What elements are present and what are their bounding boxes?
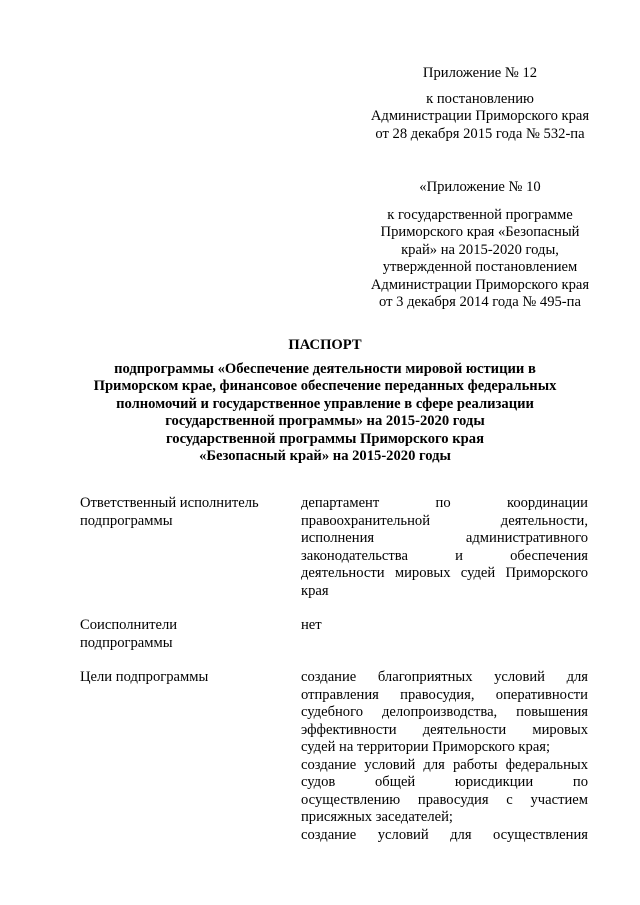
value-line: судов общей юрисдикции по bbox=[301, 774, 588, 790]
title-line: подпрограммы «Обеспечение деятельности мировой юстиции в bbox=[114, 360, 536, 377]
row-label bbox=[80, 495, 285, 530]
appendix-ref-line: к государственной программе bbox=[387, 206, 573, 223]
label-line: подпрограммы bbox=[80, 512, 173, 529]
appendix-ref-line: край» на 2015-2020 годы, bbox=[401, 241, 559, 258]
value-line: нет bbox=[301, 617, 322, 633]
title-line: «Безопасный край» на 2015-2020 годы bbox=[199, 448, 451, 464]
row-value bbox=[301, 495, 588, 600]
appendix-number: Приложение № 12 bbox=[422, 65, 538, 81]
label-line: Соисполнители bbox=[80, 617, 178, 633]
program-appendix-header bbox=[340, 179, 620, 312]
value-line: осуществлению правосудия с участием bbox=[301, 791, 588, 808]
value-line: деятельности мировых судей Приморского bbox=[301, 565, 588, 581]
value-line: отправления правосудия, оперативности bbox=[301, 686, 588, 703]
label-line: Ответственный исполнитель bbox=[80, 495, 259, 511]
value-line: присяжных заседателей; bbox=[301, 809, 453, 825]
value-line: края bbox=[301, 582, 329, 599]
appendix-number: «Приложение № 10 bbox=[419, 179, 541, 195]
label-line: Цели подпрограммы bbox=[80, 669, 209, 685]
value-line: судебного делопроизводства, повышения bbox=[301, 704, 588, 720]
value-line: правоохранительной деятельности, bbox=[301, 512, 588, 529]
row-label bbox=[80, 669, 285, 687]
appendix-ref-line: Приморского края «Безопасный bbox=[380, 224, 580, 240]
value-line: эффективности деятельности мировых bbox=[301, 721, 588, 738]
appendix-ref-line: от 3 декабря 2014 года № 495-па bbox=[379, 294, 581, 310]
value-line: создание условий для работы федеральных bbox=[301, 756, 588, 773]
row-value bbox=[301, 669, 588, 844]
row-label bbox=[80, 617, 285, 652]
title-heading: ПАСПОРТ bbox=[288, 337, 362, 353]
value-line: судей на территории Приморского края; bbox=[301, 739, 551, 755]
value-line: исполнения административного bbox=[301, 530, 588, 546]
value-line: создание условий для осуществления bbox=[301, 826, 588, 843]
resolution-appendix-header bbox=[340, 65, 620, 143]
document-title bbox=[60, 337, 590, 466]
title-line: государственной программы» на 2015-2020 годы bbox=[165, 413, 485, 429]
value-line: законодательства и обеспечения bbox=[301, 547, 588, 564]
value-line: департамент по координации bbox=[301, 495, 588, 511]
title-line: государственной программы Приморского края bbox=[166, 430, 484, 447]
title-line: Приморском крае, финансовое обеспечение переданных федеральных bbox=[93, 378, 557, 394]
appendix-ref-line: к постановлению bbox=[426, 90, 534, 107]
title-line: полномочий и государственное управление в сфере реализации bbox=[116, 395, 534, 412]
appendix-ref-line: утвержденной постановлением bbox=[382, 259, 578, 275]
row-value bbox=[301, 617, 588, 635]
label-line: подпрограммы bbox=[80, 634, 173, 651]
value-line: создание благоприятных условий для bbox=[301, 669, 588, 685]
appendix-ref-line: Администрации Приморского края bbox=[370, 276, 590, 293]
appendix-ref-line: от 28 декабря 2015 года № 532-па bbox=[375, 125, 585, 142]
appendix-ref-line: Администрации Приморского края bbox=[370, 108, 590, 124]
